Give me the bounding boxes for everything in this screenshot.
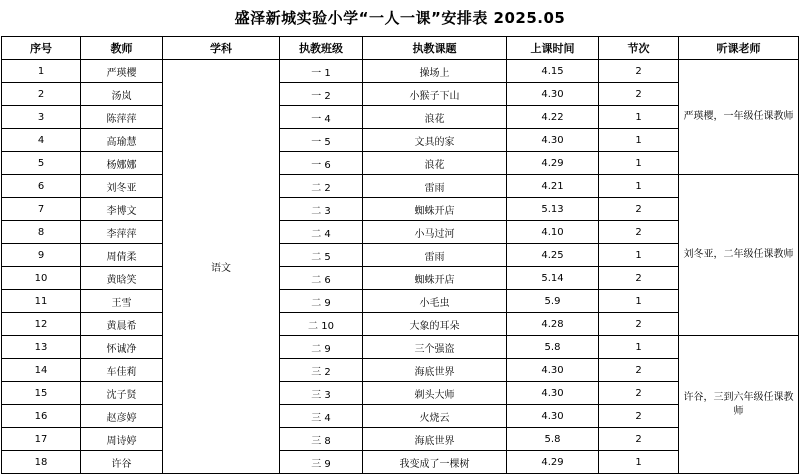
cell-class: 二 9 <box>280 336 363 359</box>
cell-teacher: 周诗婷 <box>81 428 163 451</box>
cell-lesson: 海底世界 <box>363 428 507 451</box>
cell-class: 二 5 <box>280 244 363 267</box>
cell-seq: 3 <box>2 106 81 129</box>
cell-listener: 许谷，三到六年级任课教师 <box>679 336 799 474</box>
cell-period: 2 <box>599 313 679 336</box>
cell-lesson: 蜘蛛开店 <box>363 198 507 221</box>
cell-period: 1 <box>599 451 679 474</box>
cell-teacher: 许谷 <box>81 451 163 474</box>
cell-time: 4.25 <box>507 244 599 267</box>
cell-seq: 6 <box>2 175 81 198</box>
cell-period: 2 <box>599 428 679 451</box>
cell-class: 一 1 <box>280 60 363 83</box>
cell-class: 一 6 <box>280 152 363 175</box>
cell-class: 一 4 <box>280 106 363 129</box>
cell-lesson: 操场上 <box>363 60 507 83</box>
cell-class: 二 10 <box>280 313 363 336</box>
cell-lesson: 文具的家 <box>363 129 507 152</box>
cell-period: 2 <box>599 382 679 405</box>
cell-seq: 18 <box>2 451 81 474</box>
header-seq: 序号 <box>2 37 81 60</box>
table-row <box>2 60 799 83</box>
cell-lesson: 小毛虫 <box>363 290 507 313</box>
cell-period: 1 <box>599 290 679 313</box>
cell-seq: 13 <box>2 336 81 359</box>
cell-time: 5.8 <box>507 336 599 359</box>
cell-time: 4.15 <box>507 60 599 83</box>
cell-period: 2 <box>599 221 679 244</box>
cell-teacher: 李博文 <box>81 198 163 221</box>
cell-period: 2 <box>599 267 679 290</box>
cell-class: 一 5 <box>280 129 363 152</box>
header-lesson: 执教课题 <box>363 37 507 60</box>
cell-time: 5.8 <box>507 428 599 451</box>
cell-lesson: 蜘蛛开店 <box>363 267 507 290</box>
cell-time: 4.30 <box>507 83 599 106</box>
cell-period: 2 <box>599 405 679 428</box>
cell-seq: 17 <box>2 428 81 451</box>
cell-time: 4.30 <box>507 129 599 152</box>
cell-teacher: 李萍萍 <box>81 221 163 244</box>
header-subject: 学科 <box>163 37 280 60</box>
cell-lesson: 海底世界 <box>363 359 507 382</box>
cell-seq: 4 <box>2 129 81 152</box>
cell-lesson: 雷雨 <box>363 244 507 267</box>
cell-teacher: 怀诚净 <box>81 336 163 359</box>
cell-seq: 5 <box>2 152 81 175</box>
cell-time: 4.30 <box>507 382 599 405</box>
cell-period: 2 <box>599 359 679 382</box>
cell-lesson: 小猴子下山 <box>363 83 507 106</box>
header-row <box>2 37 799 60</box>
cell-lesson: 大象的耳朵 <box>363 313 507 336</box>
cell-time: 4.29 <box>507 451 599 474</box>
cell-teacher: 黄晗笑 <box>81 267 163 290</box>
cell-time: 4.21 <box>507 175 599 198</box>
cell-teacher: 王雪 <box>81 290 163 313</box>
cell-teacher: 赵彦婷 <box>81 405 163 428</box>
cell-period: 2 <box>599 60 679 83</box>
cell-class: 二 9 <box>280 290 363 313</box>
header-listener: 听课老师 <box>679 37 799 60</box>
cell-class: 三 2 <box>280 359 363 382</box>
cell-seq: 16 <box>2 405 81 428</box>
cell-listener: 刘冬亚，二年级任课教师 <box>679 175 799 336</box>
table-body <box>2 60 799 474</box>
header-class: 执教班级 <box>280 37 363 60</box>
cell-teacher: 周倩柔 <box>81 244 163 267</box>
cell-teacher: 高瑜慧 <box>81 129 163 152</box>
cell-seq: 11 <box>2 290 81 313</box>
header-period: 节次 <box>599 37 679 60</box>
cell-time: 5.13 <box>507 198 599 221</box>
cell-teacher: 黄晨希 <box>81 313 163 336</box>
cell-lesson: 我变成了一棵树 <box>363 451 507 474</box>
cell-seq: 8 <box>2 221 81 244</box>
cell-lesson: 三个强盗 <box>363 336 507 359</box>
cell-time: 5.14 <box>507 267 599 290</box>
cell-lesson: 火烧云 <box>363 405 507 428</box>
cell-time: 4.28 <box>507 313 599 336</box>
page-title: 盛泽新城实验小学“一人一课”安排表 2025.05 <box>234 9 566 27</box>
cell-class: 二 6 <box>280 267 363 290</box>
cell-teacher: 沈子贤 <box>81 382 163 405</box>
cell-seq: 2 <box>2 83 81 106</box>
cell-period: 1 <box>599 336 679 359</box>
cell-subject: 语文 <box>163 60 280 474</box>
cell-seq: 1 <box>2 60 81 83</box>
cell-class: 一 2 <box>280 83 363 106</box>
table-row <box>2 175 799 198</box>
cell-class: 二 4 <box>280 221 363 244</box>
cell-class: 三 9 <box>280 451 363 474</box>
cell-time: 4.30 <box>507 359 599 382</box>
cell-period: 2 <box>599 83 679 106</box>
table-row <box>2 336 799 359</box>
cell-lesson: 浪花 <box>363 106 507 129</box>
cell-teacher: 陈萍萍 <box>81 106 163 129</box>
cell-class: 二 2 <box>280 175 363 198</box>
cell-seq: 7 <box>2 198 81 221</box>
cell-class: 二 3 <box>280 198 363 221</box>
cell-lesson: 小马过河 <box>363 221 507 244</box>
cell-class: 三 3 <box>280 382 363 405</box>
cell-period: 1 <box>599 175 679 198</box>
cell-period: 1 <box>599 106 679 129</box>
header-teacher: 教师 <box>81 37 163 60</box>
cell-period: 1 <box>599 129 679 152</box>
cell-seq: 9 <box>2 244 81 267</box>
cell-time: 4.22 <box>507 106 599 129</box>
cell-time: 5.9 <box>507 290 599 313</box>
cell-class: 三 8 <box>280 428 363 451</box>
cell-time: 4.29 <box>507 152 599 175</box>
cell-seq: 10 <box>2 267 81 290</box>
cell-teacher: 杨娜娜 <box>81 152 163 175</box>
cell-listener: 严瑛樱，一年级任课教师 <box>679 60 799 175</box>
cell-seq: 14 <box>2 359 81 382</box>
cell-teacher: 严瑛樱 <box>81 60 163 83</box>
cell-time: 4.30 <box>507 405 599 428</box>
cell-seq: 12 <box>2 313 81 336</box>
cell-teacher: 刘冬亚 <box>81 175 163 198</box>
cell-teacher: 汤岚 <box>81 83 163 106</box>
cell-period: 1 <box>599 244 679 267</box>
schedule-table <box>1 36 799 474</box>
cell-class: 三 4 <box>280 405 363 428</box>
cell-seq: 15 <box>2 382 81 405</box>
cell-lesson: 剃头大师 <box>363 382 507 405</box>
cell-period: 1 <box>599 152 679 175</box>
header-time: 上课时间 <box>507 37 599 60</box>
cell-teacher: 车佳莉 <box>81 359 163 382</box>
cell-time: 4.10 <box>507 221 599 244</box>
cell-period: 2 <box>599 198 679 221</box>
cell-lesson: 浪花 <box>363 152 507 175</box>
cell-lesson: 雷雨 <box>363 175 507 198</box>
